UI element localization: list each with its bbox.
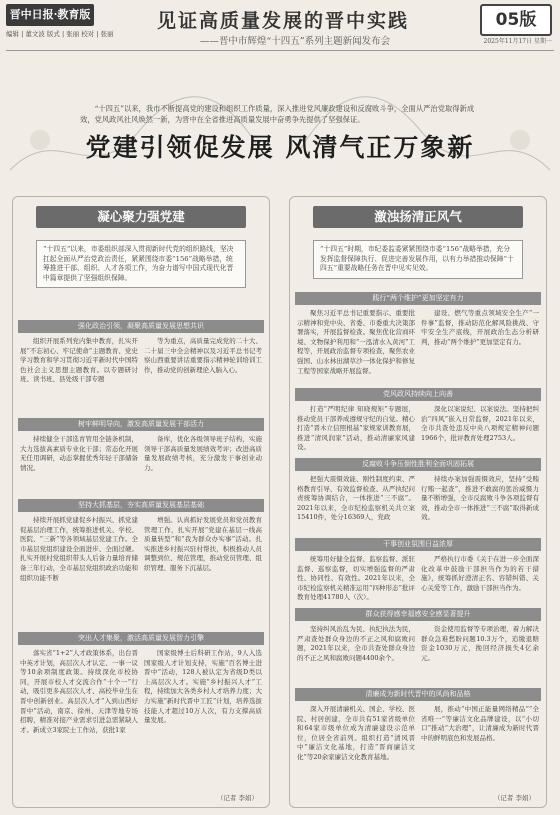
section-text: 打造“严明纪律 知晓规矩”专题展，推动党员干部养成遵规守纪的自觉。精心打造“晋木立信照根基”家规家训教育展，推进“清风润家”活动，推动清廉家风建设。 (297, 405, 415, 452)
right-section-5 (289, 608, 547, 663)
page-number: 05版 (480, 4, 552, 36)
right-lead: “十四五”时期，市纪委监委紧紧围绕市委“156”战略举措，充分发挥监督保障执行、促进完善发展作用，以有力举措推动保障“十四五”重要战略任务在晋中见实见效。 (313, 240, 523, 279)
left-column (12, 196, 270, 808)
section-heading: 党风政风持续向上向善 (295, 388, 541, 401)
left-column-title: 凝心聚力强党建 (36, 206, 246, 228)
section-text: 坚持纠风治乱为民、执纪执法为民，严肃查处群众身边的不正之风和腐败问题，2021年以来，全市共查处群众身边的不正之风和腐败问题4400余个。 (297, 625, 415, 662)
section-text: 把强大震慑效能、刚性制度约束、严格教育引导、有效监督检查、从严执纪问责统筹协调结合，一体推进“三不腐”。2021年以来，全市纪检监察机关共立案15410件，处分16369人，党政 (297, 475, 415, 522)
right-column (289, 196, 547, 808)
section-text: 落实省“1+2”人才政策体系，出台晋中英才计划，高层次人才认定、一事一议等10余项制度政策。持续深化市校协同，开展市校人才交流合作“十个一”行动，吸引更多高层次人才、高校毕业生在晋中创新创业。高层次人才“入到山西好晋中”活动，南京、徐州、天津等地专场招聘，精准对接产业需求引进急需紧缺人才。新成立3家院士工作站，获批1家 (20, 649, 138, 734)
left-section-4 (12, 632, 270, 735)
right-section-6 (289, 688, 547, 763)
section-text: 国家级博士后科研工作站，9人入选国家级人才计划支持，实施“百名博士进晋中”活动，128人被认定为省级D类以上高层次人才。实施“乡村振兴人才”工程，持续加大各类乡村人才培养力度；大力实施“新时代晋中工匠”计划，培养选拔技能人才超过10万人次，有力支撑高质量发展。 (144, 649, 262, 725)
section-text: 统筹用好健全监督、监察监督、派驻监督、巡察监督，切实增强监督的严肃性、协同性、有效性。2021年以来，全市纪检监察机关精准运用“四种形态”批评教育处理41780人（次）。 (297, 555, 415, 602)
left-signature: （记者 李娟） (216, 794, 258, 802)
section-text: 深入开展清廉机关、国企、学校、医院、村居创建，全市共有51家省级单位和64家市级单位成为清廉建设示范单位，位居全省前列。组织打造“清风晋中”廉洁文化基地，打造“晋商廉洁文化”等20余家廉洁文化教育基地。 (297, 705, 415, 761)
section-text: 等为重点，高质量完成党的二十大、二十届三中全会精神以及习近平总书记考察山西重要讲话重要指示精神轮训培训工作，推动党的创新理论入脑入心。 (144, 337, 262, 374)
section-text: 深化以案说纪、以案说法。坚持把纠治“四风”嵌入日常监督，2021年以来，全市共查处违反中央八项规定精神问题1966个，批评教育处理2753人。 (421, 405, 539, 442)
section-heading: 坚持大抓基层，夯实高质量发展基层基础 (18, 499, 264, 512)
section-text: 建设、燃气等重点领域安全生产“一件事”监督，推动防范化解风险挑战、守牢安全生产底线，开展政治生态分析研判，推动“两个维护”更加坚定有力。 (421, 309, 539, 346)
left-section-2 (12, 418, 270, 473)
masthead (0, 0, 560, 62)
section-heading: 践行“两个维护”更加坚定有力 (295, 292, 541, 305)
section-text: 持续开展抓党建促乡村振兴、抓党建促基层治理工作，统筹推进机关、学校、医院、“三新”等各领域基层党建工作。全市基层党组织建设全面进步、全面过硬。扎实开展村党组织带头人后备力量培育储备三年行动，全市基层党组织政治功能和组织功能不断 (20, 516, 138, 582)
right-section-1 (289, 292, 547, 376)
section-text: 资金使用监督等专项治理，着力解决群众急难愁盼问题10.3万个，追缴退赔资金1030万元，挽回经济损失4亿余元。 (421, 625, 539, 662)
section-heading: 干事创业氛围日益浓厚 (295, 538, 541, 551)
section-heading: 清廉成为新时代晋中的风尚和品格 (295, 688, 541, 701)
main-title: 党建引领促发展 风清气正万象新 (85, 133, 475, 162)
right-section-4 (289, 538, 547, 603)
newspaper-logo: 晋中日报·教育版 (6, 4, 94, 26)
section-text: 增强。认真抓好发展党员和党员教育管理工作，扎实开展“党建在基层一线高质量转型”和“我为群众办实事”活动。扎实推进乡村振兴驻村帮扶，积极推动人员调整到位、规范管理，推动党员管理、组织管理、服务下沉基层。 (144, 516, 262, 572)
section-heading: 群众获得感幸福感安全感显著提升 (295, 608, 541, 621)
right-column-title: 激浊扬清正风气 (313, 206, 523, 228)
section-text: 严格执行市委《关于在进一步全面深化改革中鼓励干部担当作为的若干措施》，统筹抓好澄清正名、容错纠错、关心关爱等工作，激励干部担当作为。 (421, 555, 539, 592)
section-text: 持续健全干部选育管用全链条机制，大力选拔高素质专业化干部；常态化开展无任用调研，动态掌握优秀年轻干部储备情况。 (20, 435, 138, 472)
issue-date: 2025年11月17日 星期一 (483, 38, 552, 45)
left-lead: “十四五”以来，市委组织部深入贯彻新时代党的组织路线，坚决扛起全面从严治党政治责任，紧紧围绕市委“156”战略举措，统筹推进干部、组织、人才各项工作，为奋力谱写中国式现代化晋中篇章提供了坚强组织保障。 (36, 240, 246, 288)
section-text: 展，推动“中国正能量网络精品”“全省唯一”等廉洁文化品牌建设，以“小切口”推动“大治理”，让清廉成为新时代晋中的鲜明底色和发展品格。 (421, 705, 539, 742)
section-text: 持续办案加强震慑效应，坚持“受贿行贿一起查”，推进不敢腐的惩治威慑力量不断增强，全市反腐败斗争各项监督有效，推动全市一体推进“三不腐”取得新成效。 (421, 475, 539, 522)
section-heading: 树牢鲜明导向，激发高质量发展干部活力 (18, 418, 264, 431)
left-section-1 (12, 320, 270, 385)
staff-credits: 编辑 | 董文波 版式 | 张丽 校对 | 张丽 (6, 30, 114, 38)
left-section-3 (12, 499, 270, 583)
right-section-2 (289, 388, 547, 453)
intro-paragraph: “十四五”以来，我市不断提高党的建设和组织工作质量，深入推进党风廉政建设和反腐败斗争，全面从严治党取得新成效，党风政风社风焕然一新，为晋中在全省推进高质量发展中奋勇争先提供了坚强保证。 (80, 104, 475, 125)
section-heading: 反腐败斗争压倒性胜利全面巩固拓展 (295, 458, 541, 471)
series-headline: 见证高质量发展的晋中实践 (156, 10, 409, 32)
section-text: 聚焦习近平总书记重要指示、重要批示精神和党中央、省委、市委重大决策部署落实，开展监督检查。聚焦优化营商环境、文物保护利用和“一泓清水入黄河”工程等，开展政治监督专项检查，聚焦农业强国、山水林田湖草沙一体化保护和修复工程等国家战略开展监督。 (297, 309, 415, 375)
section-text: 组织开展系列党内集中教育，扎实开展“不忘初心、牢记使命”主题教育、党史学习教育和学习贯彻习近平新时代中国特色社会主义思想主题教育。以专题研讨班、读书班、县处级干部专题 (20, 337, 138, 384)
section-heading: 突出人才集聚，激活高质量发展智力引擎 (18, 632, 264, 645)
masthead-divider (6, 50, 554, 51)
section-heading: 强化政治引领，凝聚高质量发展思想共识 (18, 320, 264, 333)
right-section-3 (289, 458, 547, 523)
right-signature: （记者 李娟） (493, 794, 535, 802)
series-subline: ——晋中市辉煌“十四五”系列主题新闻发布会 (199, 36, 391, 47)
section-text: 备库，优化各级领导班子结构，实施领导干部高质量发展绩效考评；改进高质量发展政绩考核，充分激发干事创业动力。 (144, 435, 262, 472)
